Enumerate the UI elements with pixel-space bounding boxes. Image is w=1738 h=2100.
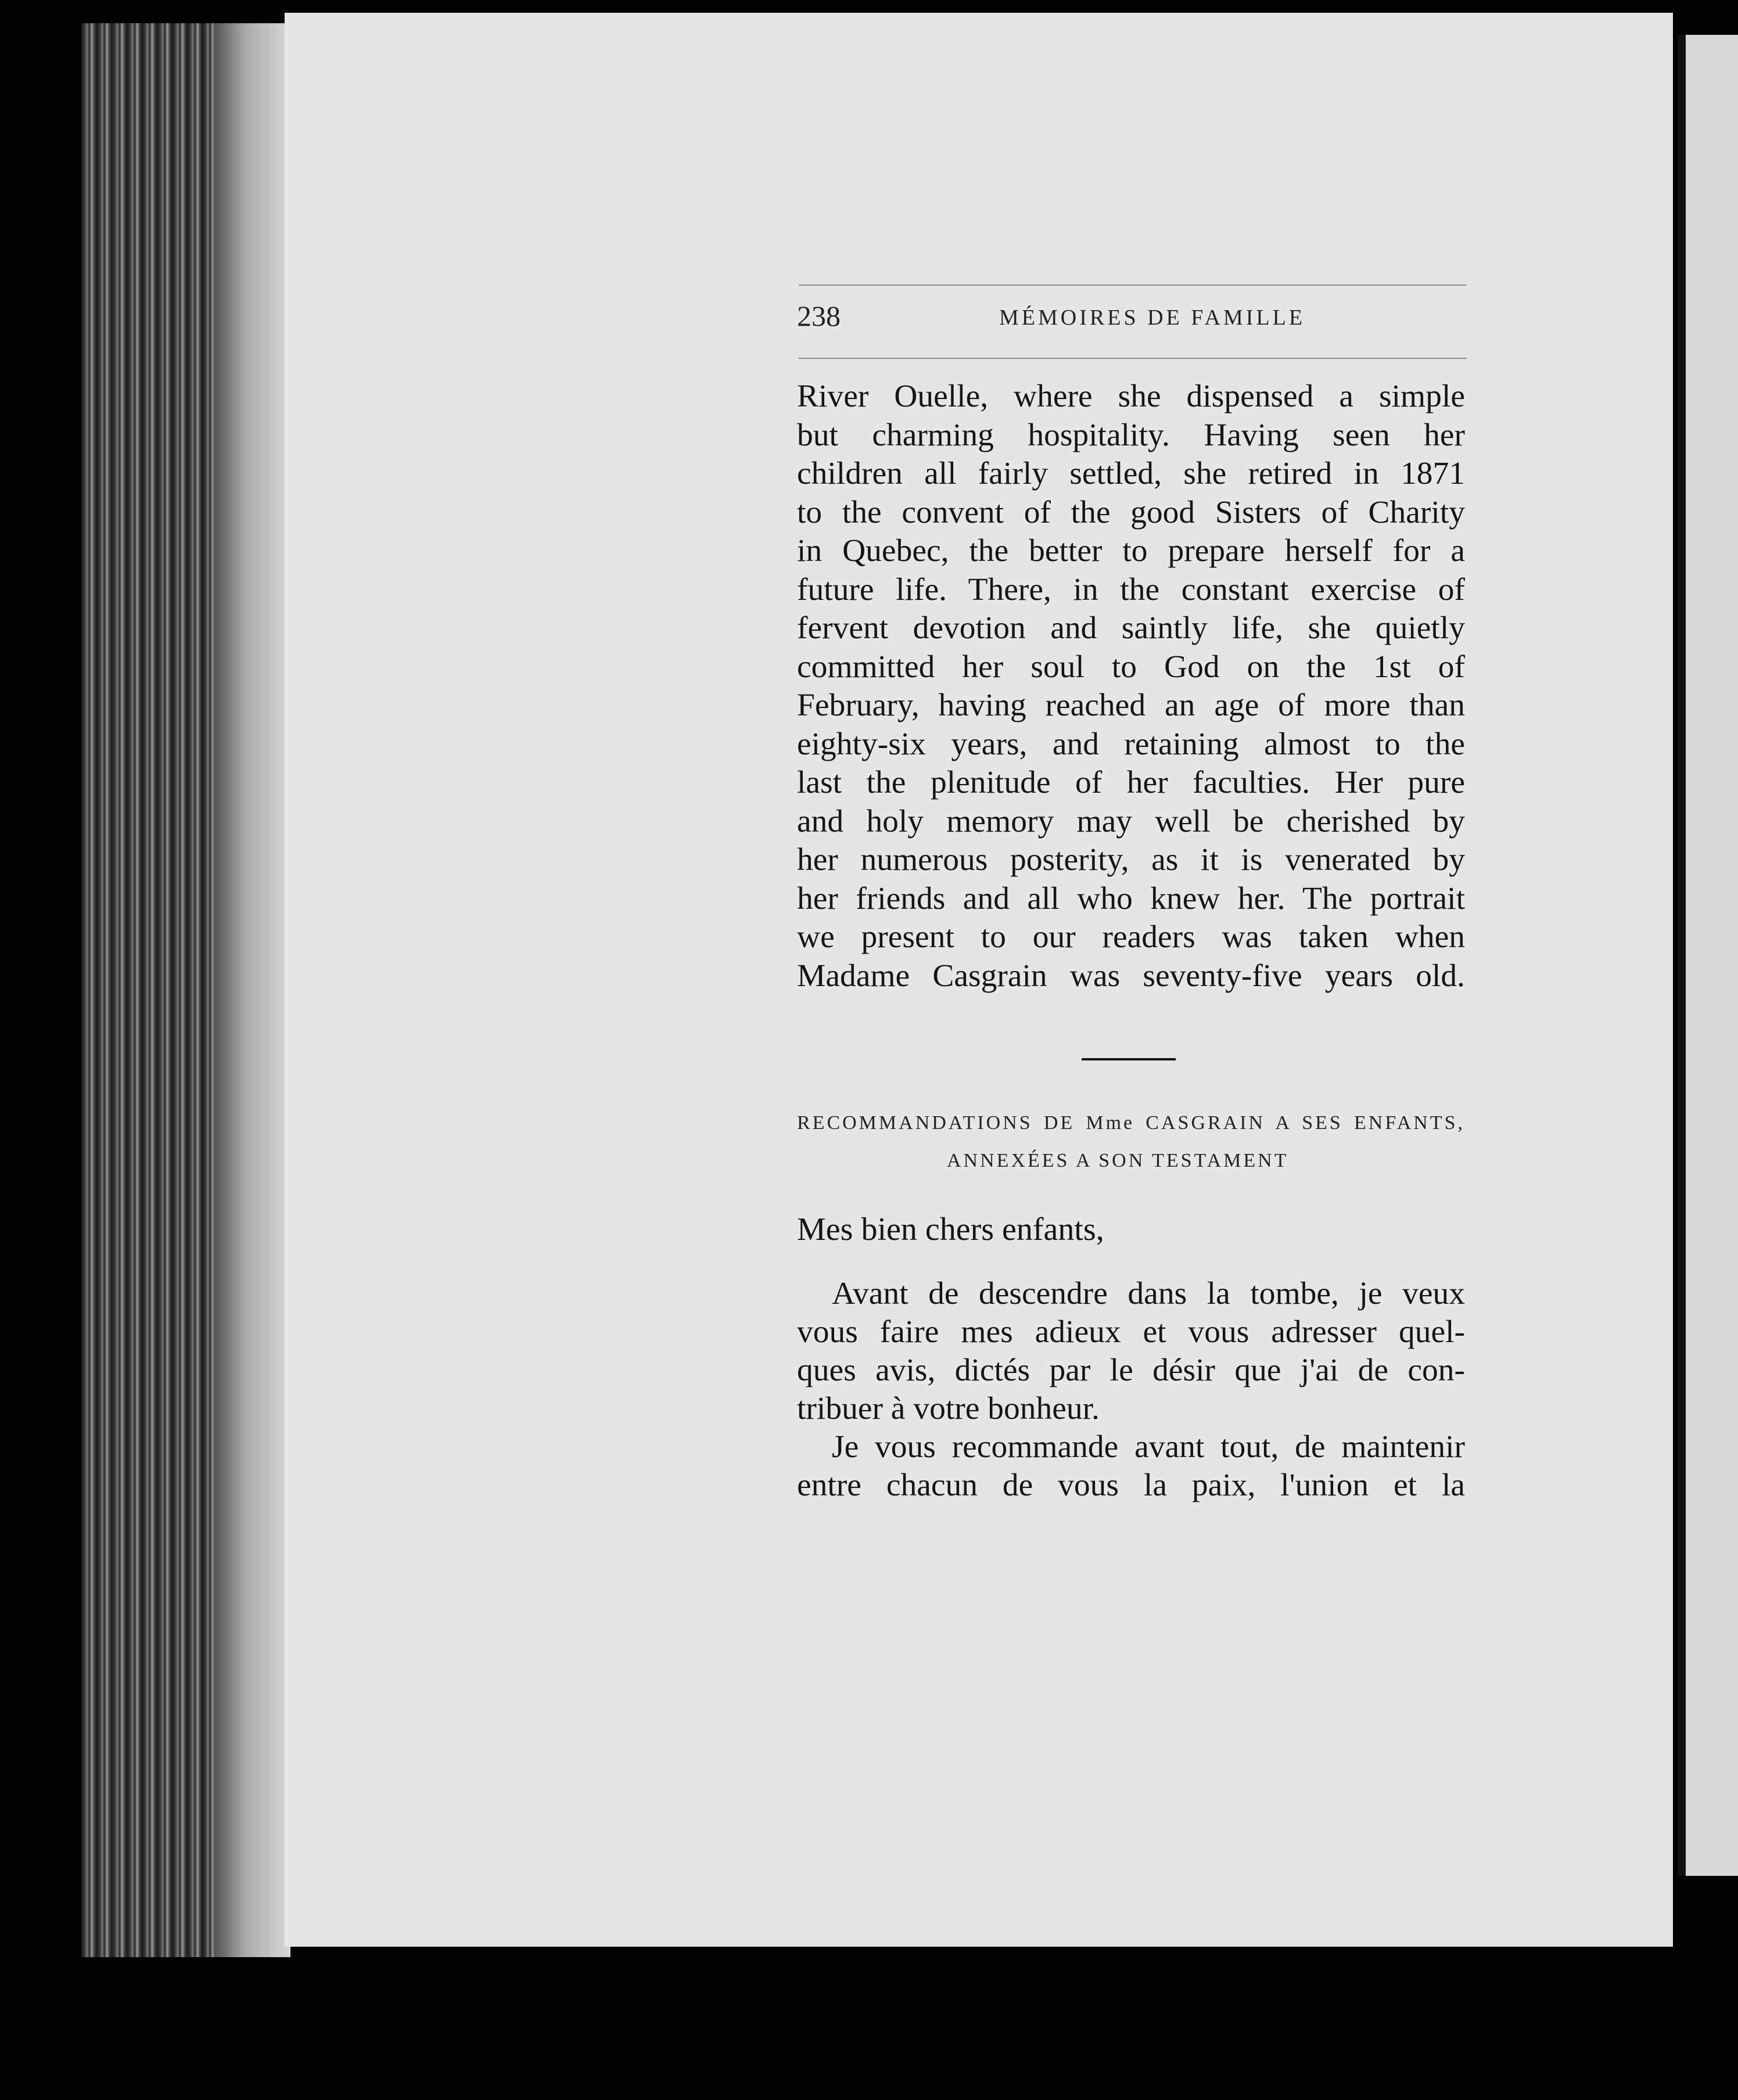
section-divider [1082, 1058, 1176, 1060]
running-title: MÉMOIRES DE FAMILLE [999, 305, 1306, 330]
salutation: Mes bien chers enfants, [797, 1211, 1104, 1247]
text-line: in Quebec, the better to prepare herself for a [797, 533, 1465, 569]
text-line: Je vous recommande avant tout, de maintenir [832, 1429, 1465, 1465]
header-rule-bottom [799, 358, 1467, 359]
page-edge-highlight [215, 23, 290, 1957]
text-line: tribuer à votre bonheur. [797, 1391, 1100, 1426]
text-line: and holy memory may well be cherished by [797, 803, 1465, 839]
text-line: to the convent of the good Sisters of Charity [797, 494, 1465, 530]
text-line: Avant de descendre dans la tombe, je veux [832, 1276, 1465, 1311]
text-line: February, having reached an age of more than [797, 688, 1465, 723]
text-line: committed her soul to God on the 1st of [797, 649, 1465, 685]
text-line: ques avis, dictés par le désir que j'ai de con- [797, 1353, 1465, 1388]
text-line: last the plenitude of her faculties. Her pure [797, 765, 1465, 800]
section-heading-line-2: ANNEXÉES A SON TESTAMENT [947, 1150, 1289, 1171]
text-line: future life. There, in the constant exercise of [797, 571, 1465, 607]
text-line: River Ouelle, where she dispensed a simple [797, 379, 1465, 414]
text-line: but charming hospitality. Having seen her [797, 417, 1465, 453]
text-line: entre chacun de vous la paix, l'union et la [797, 1468, 1465, 1503]
text-line: her friends and all who knew her. The portrait [797, 880, 1465, 916]
text-line: fervent devotion and saintly life, she quietly [797, 610, 1465, 646]
text-line: vous faire mes adieux et vous adresser quel- [797, 1314, 1465, 1350]
facing-page-edge [1678, 35, 1738, 1876]
page-number: 238 [797, 300, 841, 332]
header-rule-top [799, 285, 1467, 286]
text-line: children all fairly settled, she retired in 1871 [797, 456, 1465, 491]
text-line: Madame Casgrain was seventy-five years old. [797, 958, 1465, 994]
french-text [797, 1275, 1465, 1505]
section-heading-line-1: RECOMMANDATIONS DE Mme CASGRAIN A SES ENFANTS, [797, 1112, 1465, 1134]
english-paragraph [797, 377, 1465, 995]
text-line: we present to our readers was taken when [797, 919, 1465, 955]
book-page-edges [81, 23, 290, 1957]
text-line: her numerous posterity, as it is venerated by [797, 842, 1465, 878]
text-line: eighty-six years, and retaining almost to the [797, 726, 1465, 762]
